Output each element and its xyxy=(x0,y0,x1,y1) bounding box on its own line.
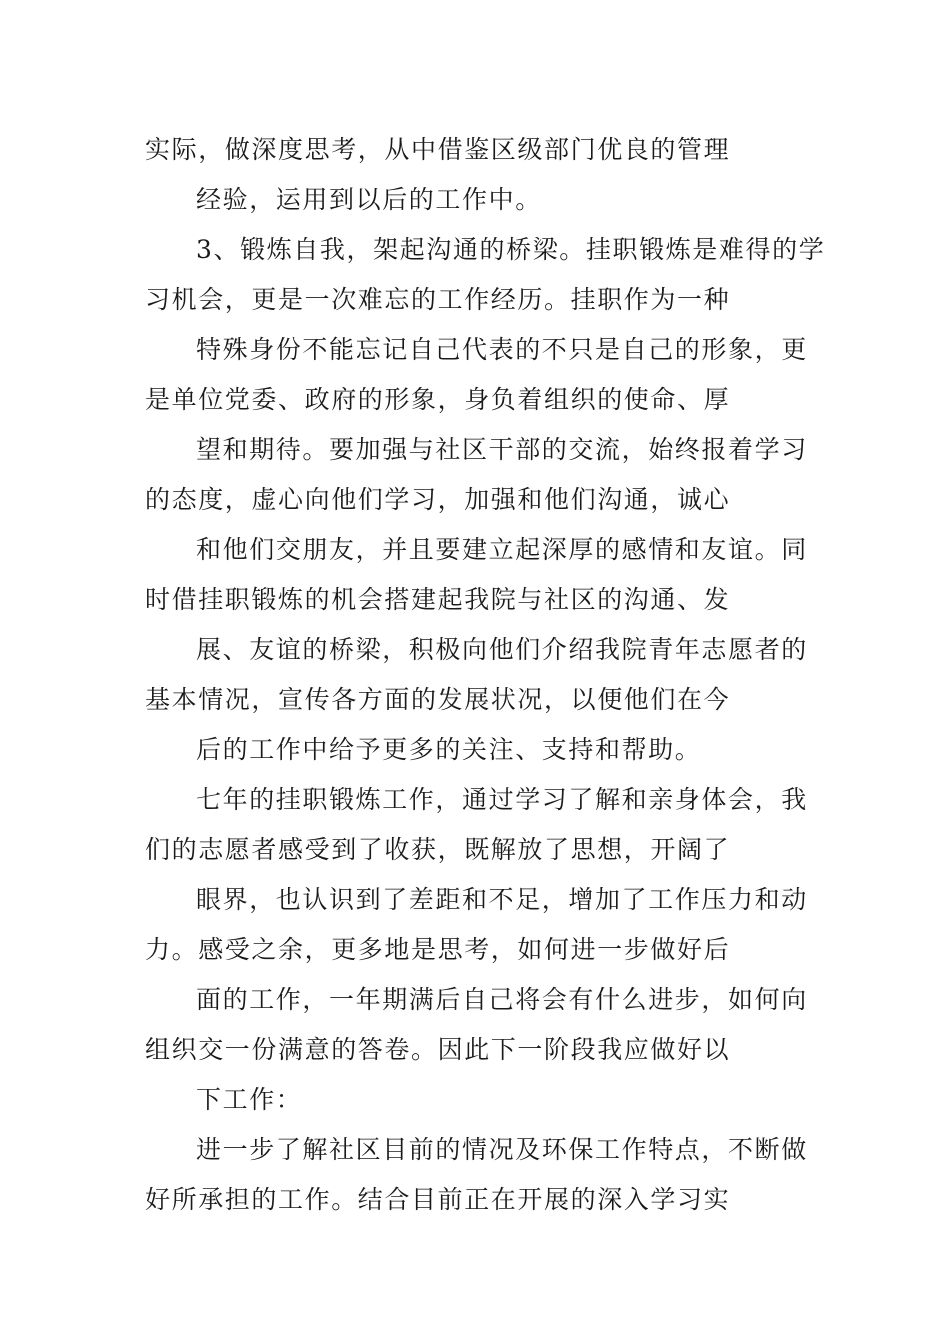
text-line: 的态度，虚心向他们学习，加强和他们沟通，诚心 xyxy=(145,485,731,514)
text-line: 后的工作中给予更多的关注、支持和帮助。 xyxy=(196,735,702,764)
text-line: 七年的挂职锻炼工作，通过学习了解和亲身体会，我 xyxy=(196,785,808,814)
text-line: 展、友谊的桥梁，积极向他们介绍我院青年志愿者的 xyxy=(196,635,808,664)
text-line: 特殊身份不能忘记自己代表的不只是自己的形象，更 xyxy=(196,335,808,364)
text-line: 时借挂职锻炼的机会搭建起我院与社区的沟通、发 xyxy=(145,585,731,614)
text-line: 面的工作，一年期满后自己将会有什么进步，如何向 xyxy=(196,985,808,1014)
text-line: 习机会，更是一次难忘的工作经历。挂职作为一种 xyxy=(145,285,731,314)
text-line: 们的志愿者感受到了收获，既解放了思想，开阔了 xyxy=(145,835,731,864)
text-line: 下工作： xyxy=(196,1085,303,1114)
text-line: 实际，做深度思考，从中借鉴区级部门优良的管理 xyxy=(145,135,731,164)
text-line: 组织交一份满意的答卷。因此下一阶段我应做好以 xyxy=(145,1035,731,1064)
text-line: 经验，运用到以后的工作中。 xyxy=(196,185,542,214)
text-line: 力。感受之余，更多地是思考，如何进一步做好后 xyxy=(145,935,731,964)
text-line: 眼界，也认识到了差距和不足，增加了工作压力和动 xyxy=(196,885,808,914)
text-line: 进一步了解社区目前的情况及环保工作特点，不断做 xyxy=(196,1135,808,1164)
text-line: 和他们交朋友，并且要建立起深厚的感情和友谊。同 xyxy=(196,535,808,564)
text-line: 3、锻炼自我，架起沟通的桥梁。挂职锻炼是难得的学 xyxy=(196,235,826,264)
text-line: 是单位党委、政府的形象，身负着组织的使命、厚 xyxy=(145,385,731,414)
text-line: 望和期待。要加强与社区干部的交流，始终报着学习 xyxy=(196,435,808,464)
text-line: 好所承担的工作。结合目前正在开展的深入学习实 xyxy=(145,1185,731,1214)
text-line: 基本情况，宣传各方面的发展状况，以便他们在今 xyxy=(145,685,731,714)
